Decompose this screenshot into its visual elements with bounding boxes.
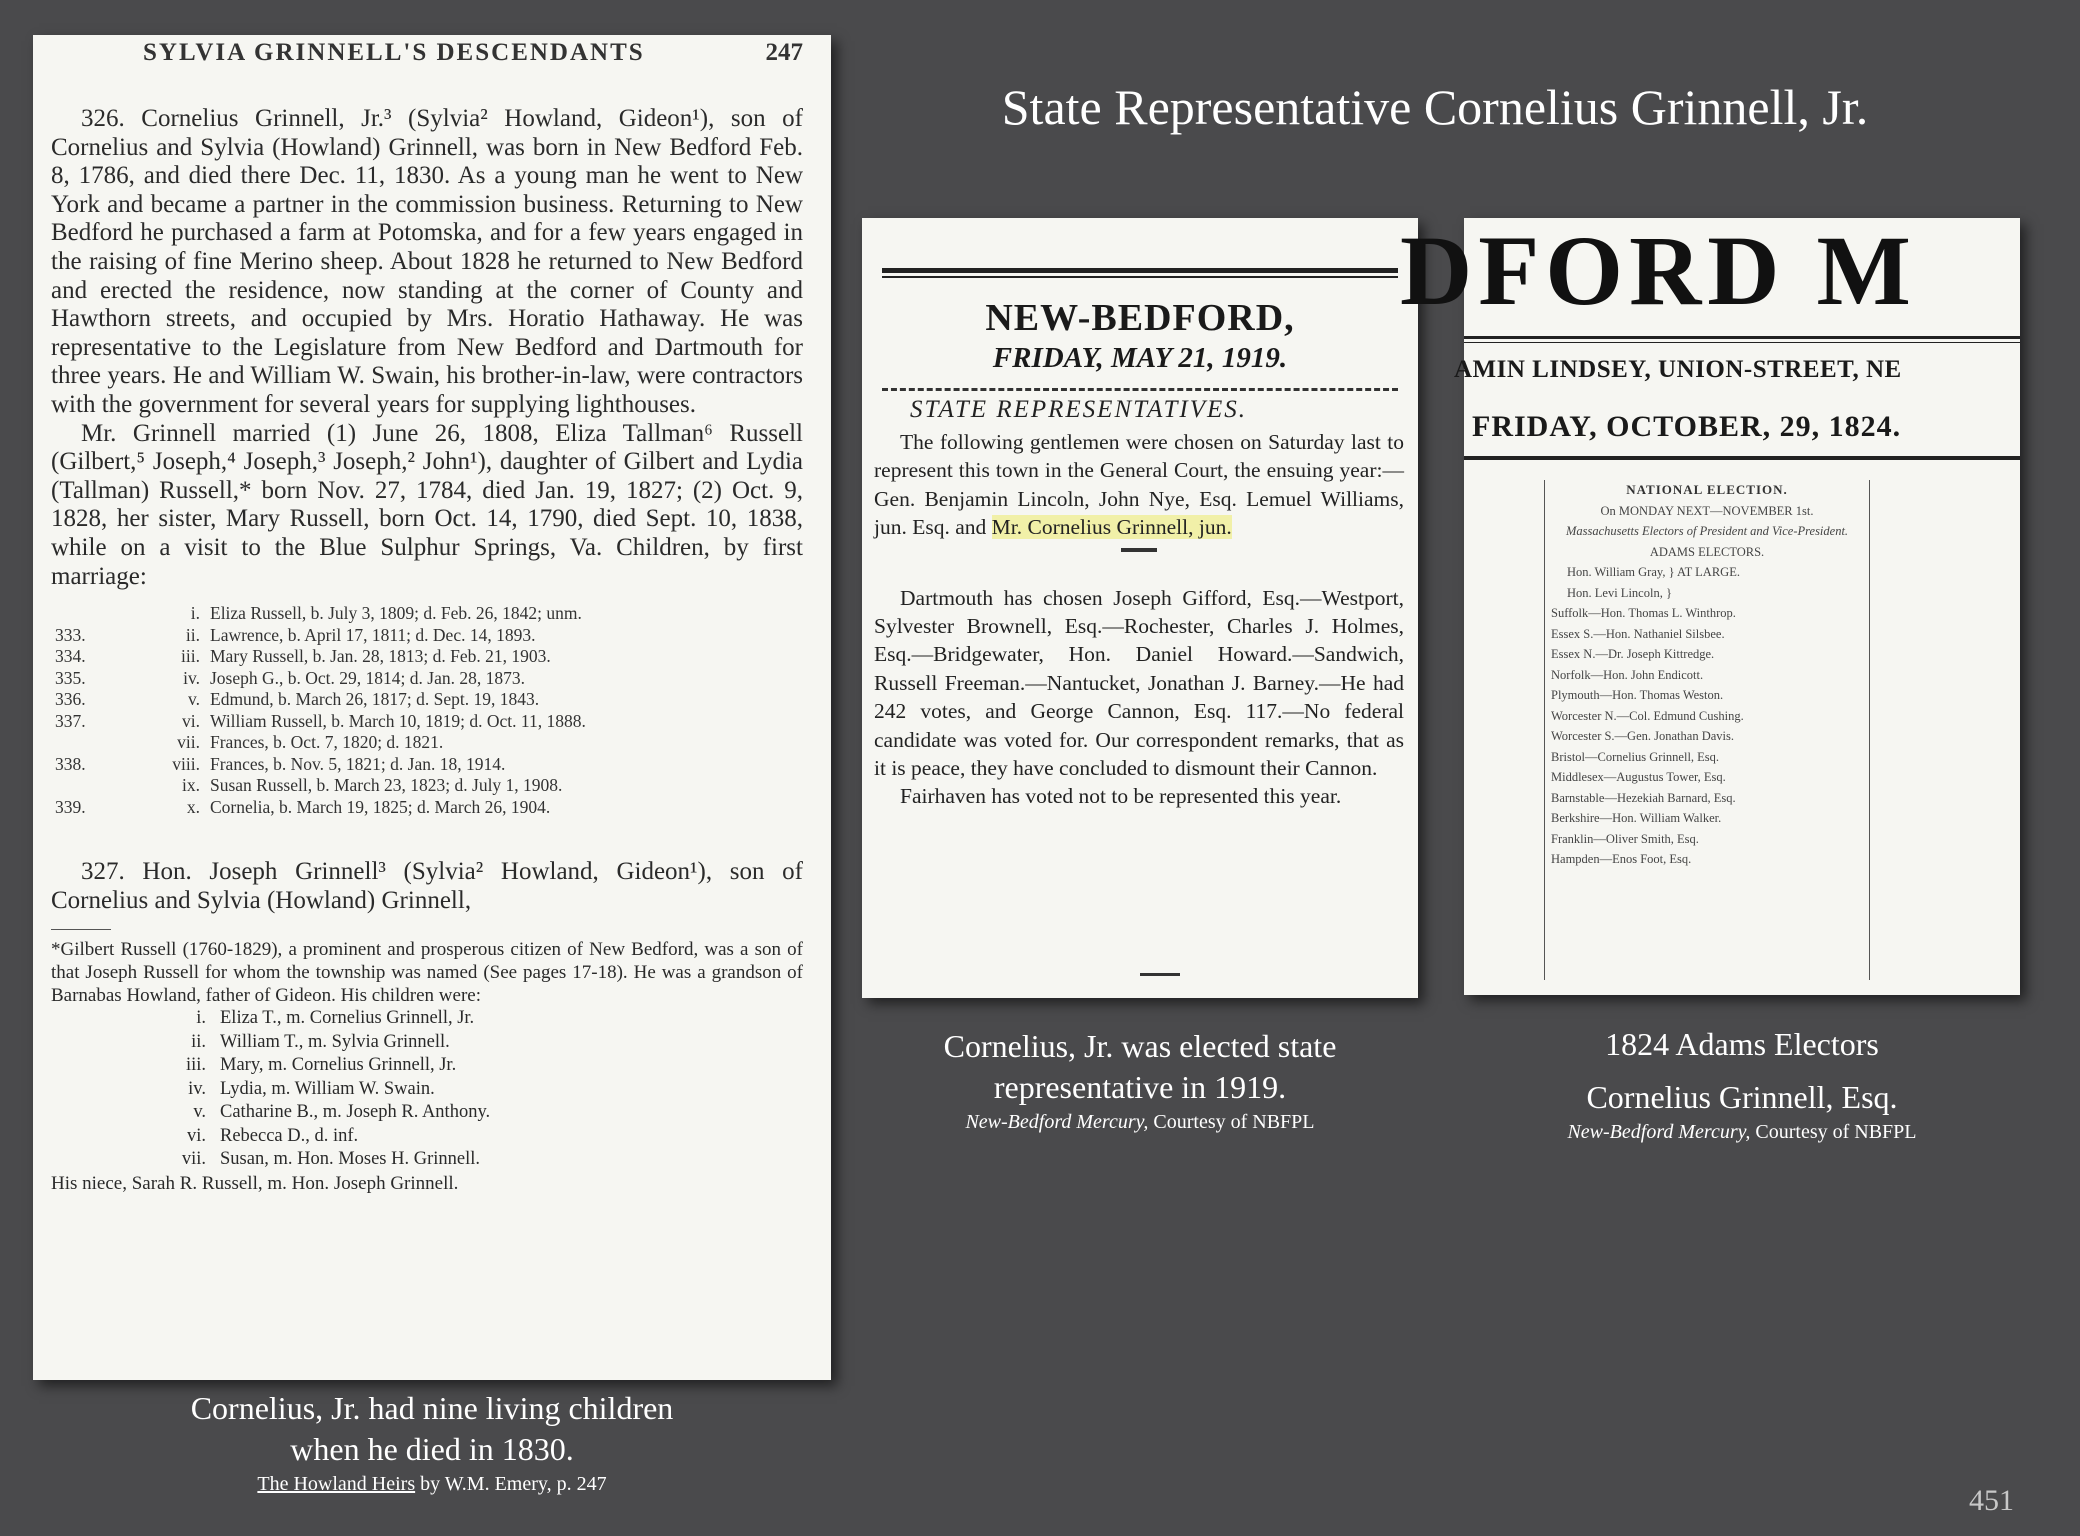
mid-caption-source: [862, 1108, 1418, 1136]
child-roman-numeral: vi.: [182, 710, 200, 731]
footnote-child-row: [166, 1007, 803, 1031]
child-row: [51, 711, 803, 733]
right-caption-line-2: Cornelius Grinnell, Esq.: [1586, 1079, 1898, 1115]
election-column: [1544, 480, 1870, 980]
book-body: [51, 105, 803, 1195]
footnote-child-row: [166, 1125, 803, 1149]
book-caption: [33, 1388, 831, 1498]
child-row: [51, 603, 803, 625]
footnote-child-entry: Mary, m. Cornelius Grinnell, Jr.: [220, 1055, 457, 1076]
newspaper-masthead: NEW-BEDFORD,: [985, 297, 1295, 339]
adams-electors-heading: ADAMS ELECTORS.: [1649, 544, 1765, 559]
article-heading: STATE REPRESENTATIVES.: [910, 396, 1248, 423]
book-header-title: SYLVIA GRINNELL'S DESCENDANTS: [143, 39, 645, 66]
child-entry: Susan Russell, b. March 23, 1823; d. July 1, 1908.: [210, 775, 563, 796]
footnote-child-row: [166, 1054, 803, 1078]
elector-line: Suffolk—Hon. Thomas L. Winthrop.: [1551, 606, 1736, 620]
mid-caption: [862, 1026, 1418, 1136]
child-row: [51, 625, 803, 647]
masthead-rule: [882, 268, 1398, 273]
entry-326: [51, 105, 803, 420]
highlighted-name: Mr. Cornelius Grinnell, jun.: [991, 515, 1232, 540]
footnote-child-entry: Susan, m. Hon. Moses H. Grinnell.: [220, 1149, 481, 1170]
elector-line: Middlesex—Augustus Tower, Esq.: [1551, 770, 1726, 784]
newspaper-banner: DFORD M: [1400, 215, 1917, 326]
footnote-child-row: [166, 1101, 803, 1125]
child-entry: William Russell, b. March 10, 1819; d. Oct. 11, 1888.: [210, 710, 586, 731]
child-number: 333.: [55, 624, 86, 645]
column-subheading: On MONDAY NEXT—NOVEMBER 1st.: [1600, 503, 1814, 518]
footnote-child-roman-numeral: iv.: [188, 1078, 206, 1099]
right-source-publication: New-Bedford Mercury,: [1567, 1121, 1751, 1143]
column-heading: NATIONAL ELECTION.: [1626, 482, 1788, 497]
elector-line: Franklin—Oliver Smith, Esq.: [1551, 831, 1699, 846]
elector-line: Plymouth—Hon. Thomas Weston.: [1551, 688, 1724, 702]
child-entry: Frances, b. Nov. 5, 1821; d. Jan. 18, 1914.: [210, 753, 506, 774]
footnote-child-entry: Eliza T., m. Cornelius Grinnell, Jr.: [220, 1008, 475, 1029]
child-roman-numeral: v.: [188, 689, 200, 710]
child-roman-numeral: x.: [186, 796, 200, 817]
column-intro: Massachusetts Electors of President and Vice-President.: [1565, 524, 1849, 538]
child-number: [51, 603, 130, 625]
right-caption-line-1: 1824 Adams Electors: [1605, 1026, 1879, 1062]
elector-line: Worcester N.—Col. Edmund Cushing.: [1551, 708, 1744, 723]
child-roman-numeral: iv.: [183, 667, 200, 688]
child-number: 338.: [55, 753, 86, 774]
elector-line: Berkshire—Hon. William Walker.: [1551, 811, 1722, 825]
child-roman-numeral: i.: [190, 603, 200, 624]
elector-line: Worcester S.—Gen. Jonathan Davis.: [1551, 729, 1734, 743]
footnote-child-entry: Lydia, m. William W. Swain.: [220, 1078, 435, 1099]
footnote-last-line: His niece, Sarah R. Russell, m. Hon. Joseph Grinnell.: [51, 1172, 459, 1194]
child-entry: Joseph G., b. Oct. 29, 1814; d. Jan. 28, 1873.: [210, 667, 525, 688]
article-paragraph-2: Dartmouth has chosen Joseph Gifford, Esq.—Westport, Sylvester Brownell, Esq.—Rochester, Charles J. Holmes, Esq.—Bridgewater, Hon. Daniel Howard.—Sandwich, Russell Freeman.—Nantucket, Jonathan J. Barney.—He had 242 votes, and George Cannon, Esq. 117.—No federal candidate was voted for. Our correspondent remarks, that as it is peace, they have concluded to dismount their Cannon.: [874, 585, 1404, 781]
dashed-rule: [882, 388, 1398, 391]
book-running-header: [143, 39, 833, 67]
book-header-page: 247: [765, 39, 803, 66]
child-roman-numeral: ix.: [182, 775, 200, 796]
child-roman-numeral: vii.: [177, 732, 200, 753]
child-entry: Mary Russell, b. Jan. 28, 1813; d. Feb. 21, 1903.: [210, 646, 551, 667]
right-source-rest: Courtesy of NBFPL: [1750, 1121, 1917, 1143]
footnote-child-entry: Rebecca D., d. inf.: [220, 1125, 359, 1146]
end-rule: [1140, 973, 1180, 976]
short-rule: [1121, 548, 1157, 552]
banner-rule-thin: [1464, 342, 2020, 343]
banner-rule: [1464, 336, 2020, 339]
child-roman-numeral: ii.: [185, 624, 200, 645]
child-entry: Cornelia, b. March 19, 1825; d. March 26, 1904.: [210, 796, 551, 817]
entry-327-body: son of Cornelius and Sylvia (Howland) Grinnell,: [51, 858, 803, 914]
child-number: [51, 775, 130, 797]
article-paragraph-1-text: The following gentlemen were chosen on Saturday last to represent this town in the General Court, the ensuing year:—Gen. Benjamin Lincoln, John Nye, Esq. Lemuel Williams, jun. Esq. and: [874, 430, 1404, 540]
mid-caption-line-1: Cornelius, Jr. was elected state: [943, 1028, 1337, 1064]
child-number: 334.: [55, 646, 86, 667]
book-source-title: The Howland Heirs: [257, 1473, 416, 1495]
article-paragraph-3: Fairhaven has voted not to be represented this year.: [900, 784, 1342, 809]
right-caption-source: [1464, 1118, 2020, 1146]
elector-line: Barnstable—Hezekiah Barnard, Esq.: [1551, 790, 1736, 805]
entry-327: [51, 858, 803, 915]
child-row: [51, 689, 803, 711]
newspaper-date-1824: FRIDAY, OCTOBER, 29, 1824.: [1472, 410, 1902, 443]
child-roman-numeral: viii.: [172, 753, 200, 774]
elector-line: Norfolk—Hon. John Endicott.: [1551, 667, 1704, 682]
publisher-line: AMIN LINDSEY, UNION-STREET, NE: [1454, 356, 1902, 383]
child-number: 335.: [55, 667, 86, 688]
book-caption-line-1: Cornelius, Jr. had nine living children: [190, 1390, 674, 1426]
child-entry: Eliza Russell, b. July 3, 1809; d. Feb. 26, 1842; unm.: [210, 603, 582, 624]
footnote-child-entry: Catharine B., m. Joseph R. Anthony.: [220, 1102, 491, 1123]
right-caption: [1464, 1024, 2020, 1146]
footnote-child-row: [166, 1148, 803, 1172]
children-list: [51, 603, 803, 818]
child-row: [51, 754, 803, 776]
elector-line: Essex N.—Dr. Joseph Kittredge.: [1551, 647, 1715, 661]
footnote-children-list: [166, 1007, 803, 1172]
child-number: 339.: [55, 796, 86, 817]
footnote-child-roman-numeral: v.: [193, 1102, 206, 1123]
child-row: [51, 797, 803, 819]
book-source-rest: by W.M. Emery, p. 247: [415, 1473, 607, 1495]
masthead-rule-thin: [882, 276, 1398, 278]
book-page-scan: [33, 35, 831, 1380]
entry-327-lead: 327. Hon. Joseph Grinnell³ (Sylvia² Howland, Gideon¹),: [81, 858, 713, 886]
elector-line: Hon. Levi Lincoln, }: [1567, 585, 1672, 600]
book-caption-source: [33, 1470, 831, 1498]
footnote-text: *Gilbert Russell (1760-1829), a prominent and prosperous citizen of New Bedford, was a son of that Joseph Russell for whom the township was named (See pages 17-18). He was a grandson of Barnabas Howland, father of Gideon. His children were:: [51, 939, 803, 1007]
mid-source-publication: New-Bedford Mercury,: [965, 1111, 1149, 1133]
child-number: [51, 732, 130, 754]
entry-326-body: son of Cornelius and Sylvia (Howland) Grinnell, was born in New Bedford Feb. 8, 1786, and died there Dec. 11, 1830. As a young man he went to New York and became a partner in the commission business. Returning to New Bedford he purchased a farm at Potomska, and for a few years engaged in the raising of fine Merino sheep. About 1828 he returned to New Bedford and erected the residence, now standing at the corner of County and Hawthorn streets, and occupied by Mrs. Horatio Hathaway. He was representative to the Legislature from New Bedford and Dartmouth for three years. He and William W. Swain, his brother-in-law, were contractors with the government for several years for supplying lighthouses.: [51, 105, 804, 418]
child-entry: Frances, b. Oct. 7, 1820; d. 1821.: [210, 732, 444, 753]
book-caption-line-2: when he died in 1830.: [290, 1431, 574, 1467]
newspaper-1919-clipping: [862, 218, 1418, 998]
child-row: [51, 646, 803, 668]
mid-caption-line-2: representative in 1919.: [993, 1069, 1287, 1105]
article-body: [874, 428, 1404, 811]
mid-source-rest: Courtesy of NBFPL: [1148, 1111, 1315, 1133]
child-number: 337.: [55, 710, 86, 731]
footnote-child-roman-numeral: iii.: [185, 1055, 206, 1076]
footnote-child-row: [166, 1031, 803, 1055]
page-number: 451: [1969, 1484, 2014, 1517]
electors-list: [1551, 562, 1863, 870]
footnote-child-roman-numeral: vi.: [186, 1125, 206, 1146]
elector-line: Hon. William Gray, } AT LARGE.: [1567, 565, 1740, 579]
footnote-child-roman-numeral: vii.: [181, 1149, 206, 1170]
child-row: [51, 732, 803, 754]
child-number: 336.: [55, 689, 86, 710]
slide-title: State Representative Cornelius Grinnell, Jr.: [1001, 79, 1869, 135]
article-paragraph-1: [874, 428, 1404, 542]
elector-line: Hampden—Enos Foot, Esq.: [1551, 852, 1692, 866]
child-entry: Lawrence, b. April 17, 1811; d. Dec. 14, 1893.: [210, 624, 536, 645]
footnote-child-roman-numeral: ii.: [191, 1031, 206, 1052]
child-entry: Edmund, b. March 26, 1817; d. Sept. 19, 1843.: [210, 689, 540, 710]
newspaper-1824-clipping: [1400, 215, 2020, 995]
entry-326-marriage: Mr. Grinnell married (1) June 26, 1808, Eliza Tallman⁶ Russell (Gilbert,⁵ Joseph,⁴ Joseph,³ Joseph,² John¹), daughter of Gilbert and Lydia (Tallman) Russell,* born Nov. 27, 1784, died Jan. 19, 1827; (2) Oct. 9, 1828, her sister, Mary Russell, born Oct. 14, 1790, died Sept. 10, 1838, while on a visit to the Blue Sulphur Springs, Va. Children, by first marriage:: [51, 419, 803, 590]
footnote-child-row: [166, 1078, 803, 1102]
child-row: [51, 775, 803, 797]
date-rule: [1464, 456, 2020, 460]
elector-line: Essex S.—Hon. Nathaniel Silsbee.: [1551, 626, 1725, 641]
footnote-child-roman-numeral: i.: [196, 1008, 206, 1029]
child-roman-numeral: iii.: [181, 646, 200, 667]
child-row: [51, 668, 803, 690]
footnote-divider: [51, 929, 111, 930]
newspaper-date: FRIDAY, MAY 21, 1919.: [992, 342, 1288, 374]
elector-line: Bristol—Cornelius Grinnell, Esq.: [1551, 749, 1720, 764]
entry-326-lead: 326. Cornelius Grinnell, Jr.³ (Sylvia² Howland, Gideon¹),: [81, 105, 715, 132]
footnote-child-entry: William T., m. Sylvia Grinnell.: [220, 1031, 450, 1052]
